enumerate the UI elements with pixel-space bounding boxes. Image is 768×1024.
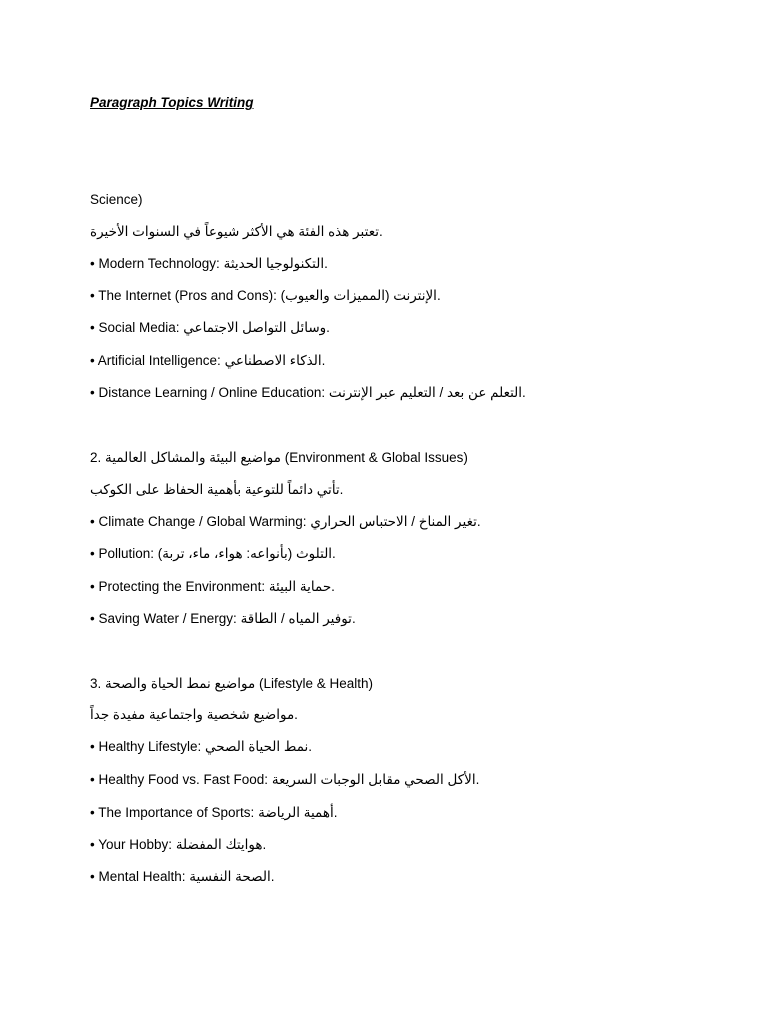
list-item [90, 771, 479, 789]
section-2-heading-english: (Environment & Global Issues) [284, 450, 468, 465]
list-item-arabic: .هوايتك المفضلة [175, 837, 267, 852]
list-item-english: • Artificial Intelligence: [90, 353, 221, 368]
list-item [90, 868, 274, 886]
list-item-arabic: .الذكاء الاصطناعي [224, 353, 326, 368]
list-item-arabic: .الأكل الصحي مقابل الوجبات السريعة [271, 772, 480, 787]
list-item-arabic: .نمط الحياة الصحي [205, 739, 313, 754]
list-item [90, 804, 337, 822]
list-item-arabic: .أهمية الرياضة [258, 805, 338, 820]
list-item [90, 610, 356, 628]
list-item-arabic: .تغير المناخ / الاحتباس الحراري [310, 514, 481, 529]
section-3-intro [90, 706, 298, 724]
section-3-number: 3. [90, 676, 102, 691]
list-item [90, 352, 325, 370]
section-2-heading-arabic: مواضيع البيئة والمشاكل العالمية [105, 450, 281, 465]
list-item [90, 836, 266, 854]
section-3-heading [90, 675, 373, 693]
document-title: Paragraph Topics Writing [90, 95, 254, 110]
section-3-heading-arabic: مواضيع نمط الحياة والصحة [105, 676, 256, 691]
section-3-heading-english: (Lifestyle & Health) [258, 676, 374, 691]
list-item-english: • Pollution: [90, 546, 155, 561]
list-item [90, 738, 312, 756]
list-item [90, 255, 328, 273]
list-item-english: • Modern Technology: [90, 256, 220, 271]
list-item-english: • Climate Change / Global Warming: [90, 514, 307, 529]
list-item-arabic: .التكنولوجيا الحديثة [223, 256, 328, 271]
section-2-intro-text: .تأتي دائماً للتوعية بأهمية الحفاظ على الكوكب [90, 482, 344, 497]
list-item [90, 319, 330, 337]
section-2-number: 2. [90, 450, 102, 465]
list-item [90, 578, 335, 596]
list-item [90, 545, 336, 563]
list-item-arabic: .الإنترنت (المميزات والعيوب) [280, 288, 441, 303]
list-item [90, 287, 441, 305]
list-item-english: • Your Hobby: [90, 837, 173, 852]
list-item-arabic: .التلوث (بأنواعه: هواء، ماء، تربة) [157, 546, 336, 561]
list-item-english: • Mental Health: [90, 869, 186, 884]
list-item-english: • The Importance of Sports: [90, 805, 255, 820]
section-1-heading: Science) [90, 192, 143, 207]
list-item-english: • Saving Water / Energy: [90, 611, 237, 626]
section-1-intro-text: .تعتبر هذه الفئة هي الأكثر شيوعاً في السنوات الأخيرة [90, 224, 383, 239]
section-1-intro [90, 223, 383, 241]
section-2-heading [90, 449, 468, 467]
list-item [90, 513, 481, 531]
list-item [90, 384, 526, 402]
list-item-arabic: .حماية البيئة [268, 579, 335, 594]
list-item-arabic: .التعلم عن بعد / التعليم عبر الإنترنت [328, 385, 526, 400]
list-item-english: • Distance Learning / Online Education: [90, 385, 326, 400]
list-item-arabic: .وسائل التواصل الاجتماعي [183, 320, 330, 335]
list-item-english: • Protecting the Environment: [90, 579, 266, 594]
list-item-english: • Social Media: [90, 320, 180, 335]
list-item-arabic: .توفير المياه / الطاقة [240, 611, 356, 626]
list-item-english: • The Internet (Pros and Cons): [90, 288, 277, 303]
list-item-english: • Healthy Lifestyle: [90, 739, 202, 754]
list-item-arabic: .الصحة النفسية [189, 869, 275, 884]
section-3-intro-text: .مواضيع شخصية واجتماعية مفيدة جداً [90, 707, 298, 722]
section-2-intro [90, 481, 343, 499]
list-item-english: • Healthy Food vs. Fast Food: [90, 772, 269, 787]
